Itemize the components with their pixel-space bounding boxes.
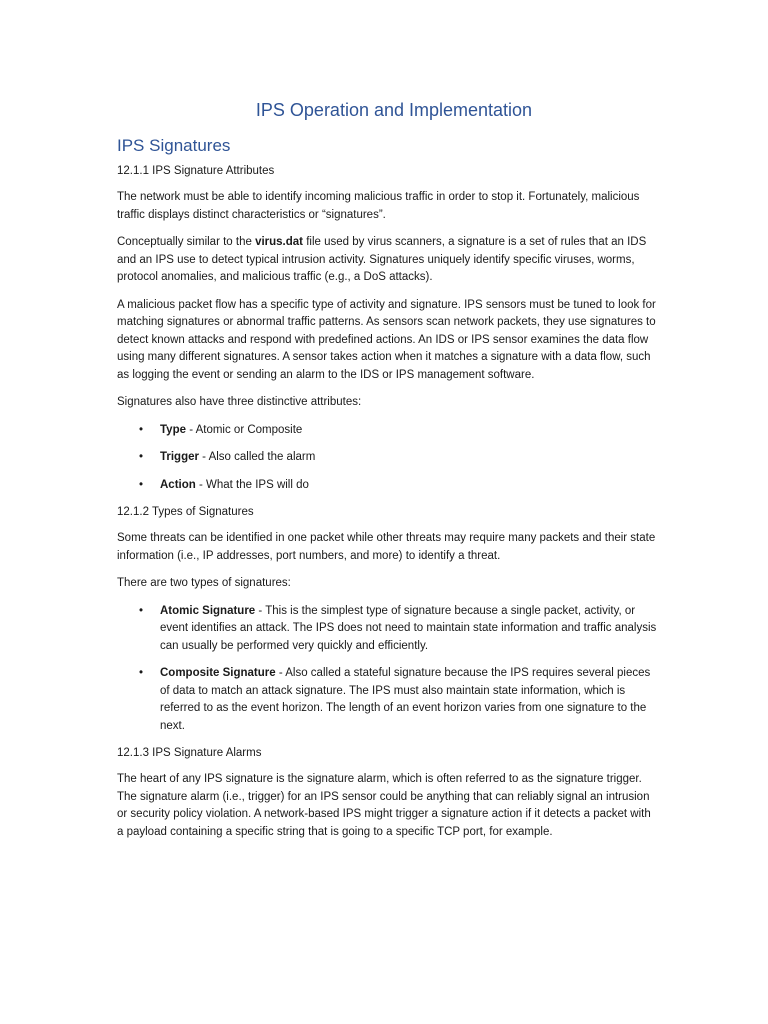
list-item-term: Trigger <box>160 451 199 463</box>
attributes-list <box>117 422 657 495</box>
subsection-heading-1: 12.1.1 IPS Signature Attributes <box>117 165 275 177</box>
subsection-heading-3: 12.1.3 IPS Signature Alarms <box>117 747 262 759</box>
subsection-heading-2: 12.1.2 Types of Signatures <box>117 506 254 518</box>
list-item-desc: - Also called the alarm <box>198 451 316 463</box>
list-item-desc: - Also called a stateful signature because the IPS requires several pieces of data to match an attack signature. The IPS must also maintain state information, which is referred to as the event horizon. The length of an event horizon varies from one signature to the next. <box>160 667 651 732</box>
paragraph-2-start: Conceptually similar to the <box>117 236 256 248</box>
paragraph-1: The network must be able to identify incoming malicious traffic in order to stop it. Fortunately, malicious traffic displays distinct characteristics or “signatures”. <box>117 191 640 221</box>
bullet-icon: • <box>139 478 144 491</box>
paragraph-2-end: file used by virus scanners, a signature is a set of rules that an IDS and an IPS use to detect typical intrusion activity. Signatures uniquely identify specific viruses, worms, protocol anomalies, and malicious traffic (e.g., a DoS attacks). <box>117 236 647 283</box>
list-item <box>117 665 657 735</box>
paragraph-2-filename: virus.dat <box>255 236 303 248</box>
paragraph-3: A malicious packet flow has a specific type of activity and signature. IPS sensors must be tuned to look for matching signatures or abnormal traffic patterns. As sensors scan network packets, they use signatures to detect known attacks and respond with predefined actions. An IDS or IPS sensor examines the data flow using many different signatures. A sensor takes action when it matches a signature with a data flow, such as logging the event or sending an alarm to the IDS or IPS management software. <box>117 298 656 381</box>
bullet-icon: • <box>139 451 144 463</box>
paragraph-4: Signatures also have three distinctive attributes: <box>117 396 362 408</box>
paragraph-6: There are two types of signatures: <box>117 577 291 589</box>
bullet-icon: • <box>139 423 144 436</box>
signature-types-list <box>117 603 657 736</box>
document-page <box>117 98 657 851</box>
paragraph-5: Some threats can be identified in one packet while other threats may require many packets and their state information (i.e., IP addresses, port numbers, and more) to identify a threat. <box>117 532 656 562</box>
list-item-term: Type <box>160 423 186 436</box>
bullet-icon: • <box>139 667 144 679</box>
paragraph-7: The heart of any IPS signature is the signature alarm, which is often referred to as the signature trigger. The signature alarm (i.e., trigger) for an IPS sensor could be anything that can reliably signal an intrusion or security policy violation. A network-based IPS might trigger a signature action if it detects a packet with a payload containing a specific string that is going to a specific TCP port, for example. <box>117 773 651 838</box>
list-item-desc: - What the IPS will do <box>195 478 309 491</box>
list-item-desc: - This is the simplest type of signature because a single packet, activity, or event identifies an attack. The IPS does not need to maintain state information and traffic analysis can usually be performed very quickly and efficiently. <box>160 604 657 652</box>
list-item-term: Composite Signature <box>160 667 276 679</box>
bullet-icon: • <box>139 604 144 617</box>
list-item <box>117 603 657 656</box>
list-item <box>117 449 657 467</box>
document-title: IPS Operation and Implementation <box>255 100 533 120</box>
section-heading: IPS Signatures <box>117 136 231 155</box>
list-item <box>117 477 657 495</box>
list-item <box>117 422 657 440</box>
paragraph-2 <box>117 234 657 287</box>
list-item-term: Atomic Signature <box>160 604 256 617</box>
list-item-term: Action <box>160 478 196 491</box>
list-item-desc: - Atomic or Composite <box>186 423 303 436</box>
